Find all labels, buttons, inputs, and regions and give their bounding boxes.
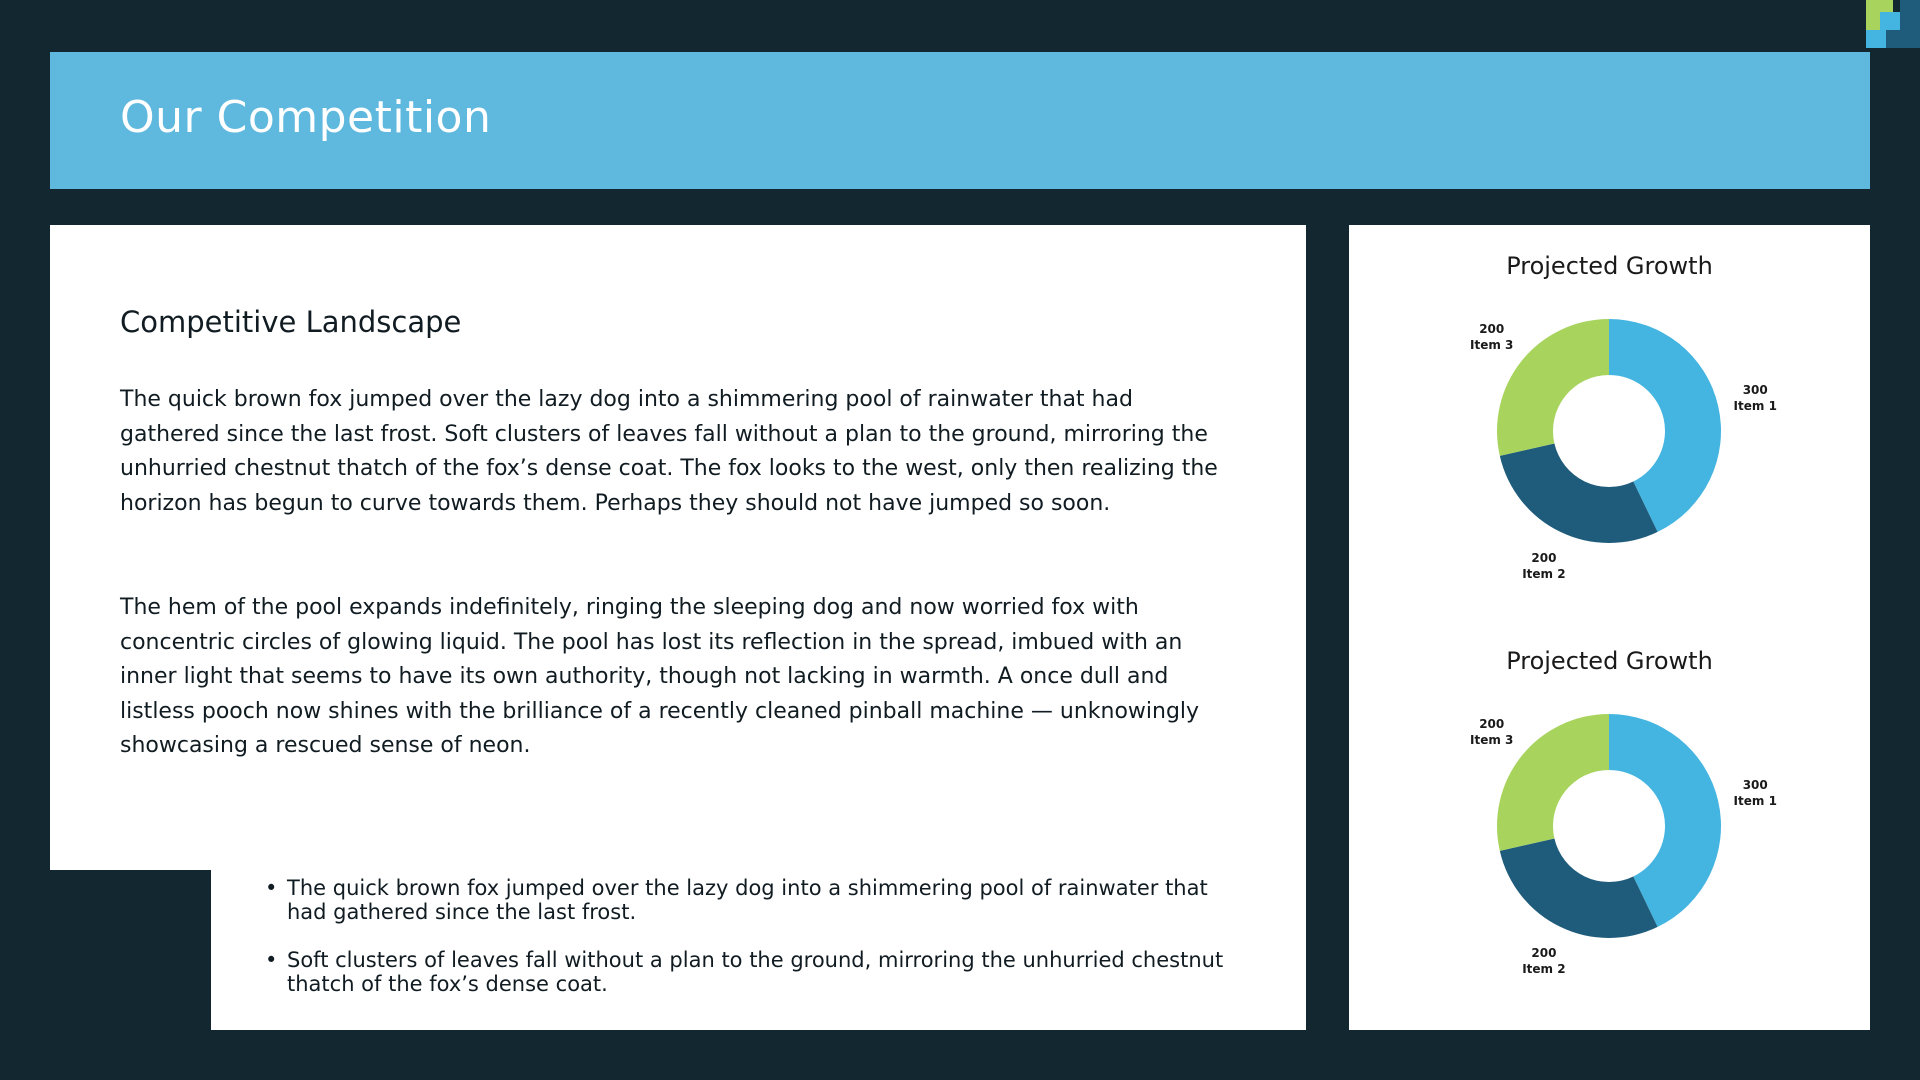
data-label: [1520, 945, 1568, 977]
bullet-item-2: • Soft clusters of leaves fall without a plan to the ground, mirroring the unhurried chestnut thatch of the fox’s dense coat.: [287, 948, 1247, 996]
main-content-panel: [50, 225, 1306, 1030]
donut-chart-svg: [1349, 225, 1870, 585]
section-heading: Competitive Landscape: [120, 305, 462, 339]
decorative-block: [50, 870, 211, 1030]
data-label-value: 200: [1531, 551, 1557, 566]
data-label-value: 300: [1742, 777, 1768, 792]
bullet-list: [287, 876, 1247, 1020]
chart-title: Projected Growth: [1506, 647, 1713, 675]
data-label: [1520, 550, 1568, 582]
data-label-category: Item 1: [1733, 398, 1777, 413]
data-label-value: 200: [1479, 322, 1505, 337]
data-label: [1731, 777, 1779, 809]
data-label-category: Item 1: [1733, 793, 1777, 808]
chart-title: Projected Growth: [1506, 252, 1713, 280]
body-paragraph-2: The hem of the pool expands indefinitely, ringing the sleeping dog and now worried fox with concentric circles of glowing liquid. The pool has lost its reflection in the spread, imbued with an inner light that seems to have its own authority, though not lacking in warmth. A once dull and listless pooch now shines with the brilliance of a recently cleaned pinball machine — unknowingly showcasing a rescued sense of neon.: [120, 595, 1200, 759]
donut-chart-1: [1349, 225, 1870, 585]
body-paragraph-1: The quick brown fox jumped over the lazy dog into a shimmering pool of rainwater that had gathered since the last frost. Soft clusters of leaves fall without a plan to the ground, mirroring the unhurried chestnut thatch of the fox’s dense coat. The fox looks to the west, only then realizing the horizon has begun to curve towards them. Perhaps they should not have jumped so soon.: [120, 387, 1218, 516]
donut-slice-item-2: [1500, 838, 1658, 938]
donut-chart-svg: [1349, 620, 1870, 980]
data-label: [1731, 382, 1779, 414]
bullet-item-1: • The quick brown fox jumped over the lazy dog into a shimmering pool of rainwater that had gathered since the last frost.: [287, 876, 1247, 924]
chart-panel: [1349, 225, 1870, 1030]
data-label-value: 200: [1479, 717, 1505, 732]
donut-chart-2: [1349, 620, 1870, 980]
brand-logo: [1866, 0, 1920, 48]
data-label-category: Item 2: [1522, 567, 1566, 582]
data-label: [1468, 716, 1516, 748]
donut-slice-item-2: [1500, 443, 1658, 543]
data-label-category: Item 2: [1522, 962, 1566, 977]
page-title: Our Competition: [120, 92, 492, 143]
data-label-category: Item 3: [1470, 338, 1514, 353]
data-label-value: 300: [1742, 382, 1768, 397]
data-label: [1468, 321, 1516, 353]
data-label-value: 200: [1531, 946, 1557, 961]
data-label-category: Item 3: [1470, 733, 1514, 748]
header-banner: [50, 52, 1870, 189]
